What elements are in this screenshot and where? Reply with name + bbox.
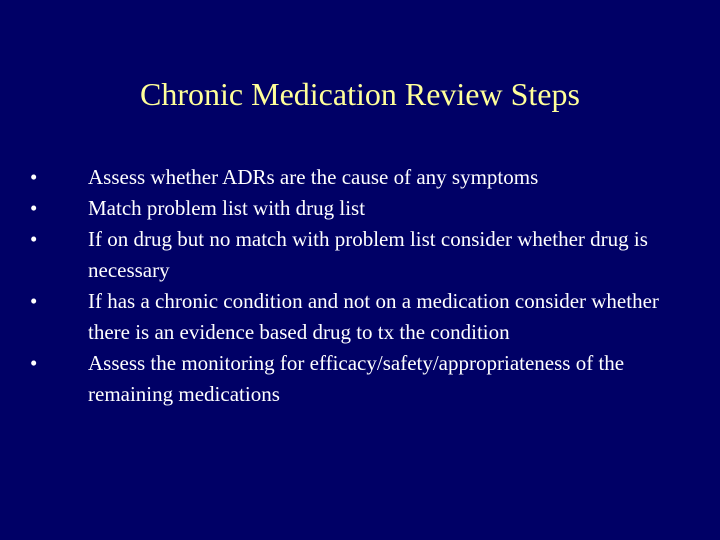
bullet-dot-icon: • [30,165,38,189]
slide-title: Chronic Medication Review Steps [140,76,580,112]
bullet-item [30,193,690,224]
bullet-item [30,286,690,348]
bullet-item [30,162,690,193]
bullet-text: Match problem list with drug list [88,196,366,220]
bullet-dot-icon: • [30,289,38,313]
bullet-item [30,348,690,410]
bullet-text: Assess whether ADRs are the cause of any symptoms [88,165,539,189]
bullet-item [30,224,690,286]
bullet-dot-icon: • [30,227,38,251]
bullet-text: If on drug but no match with problem list consider whether drug is necessary [88,227,648,282]
bullet-dot-icon: • [30,351,38,375]
bullet-list [30,162,690,410]
bullet-text: Assess the monitoring for efficacy/safety/appropriateness of the remaining medications [88,351,625,406]
bullet-text: If has a chronic condition and not on a medication consider whether there is an evidence based drug to tx the condition [88,289,659,344]
bullet-dot-icon: • [30,196,38,220]
